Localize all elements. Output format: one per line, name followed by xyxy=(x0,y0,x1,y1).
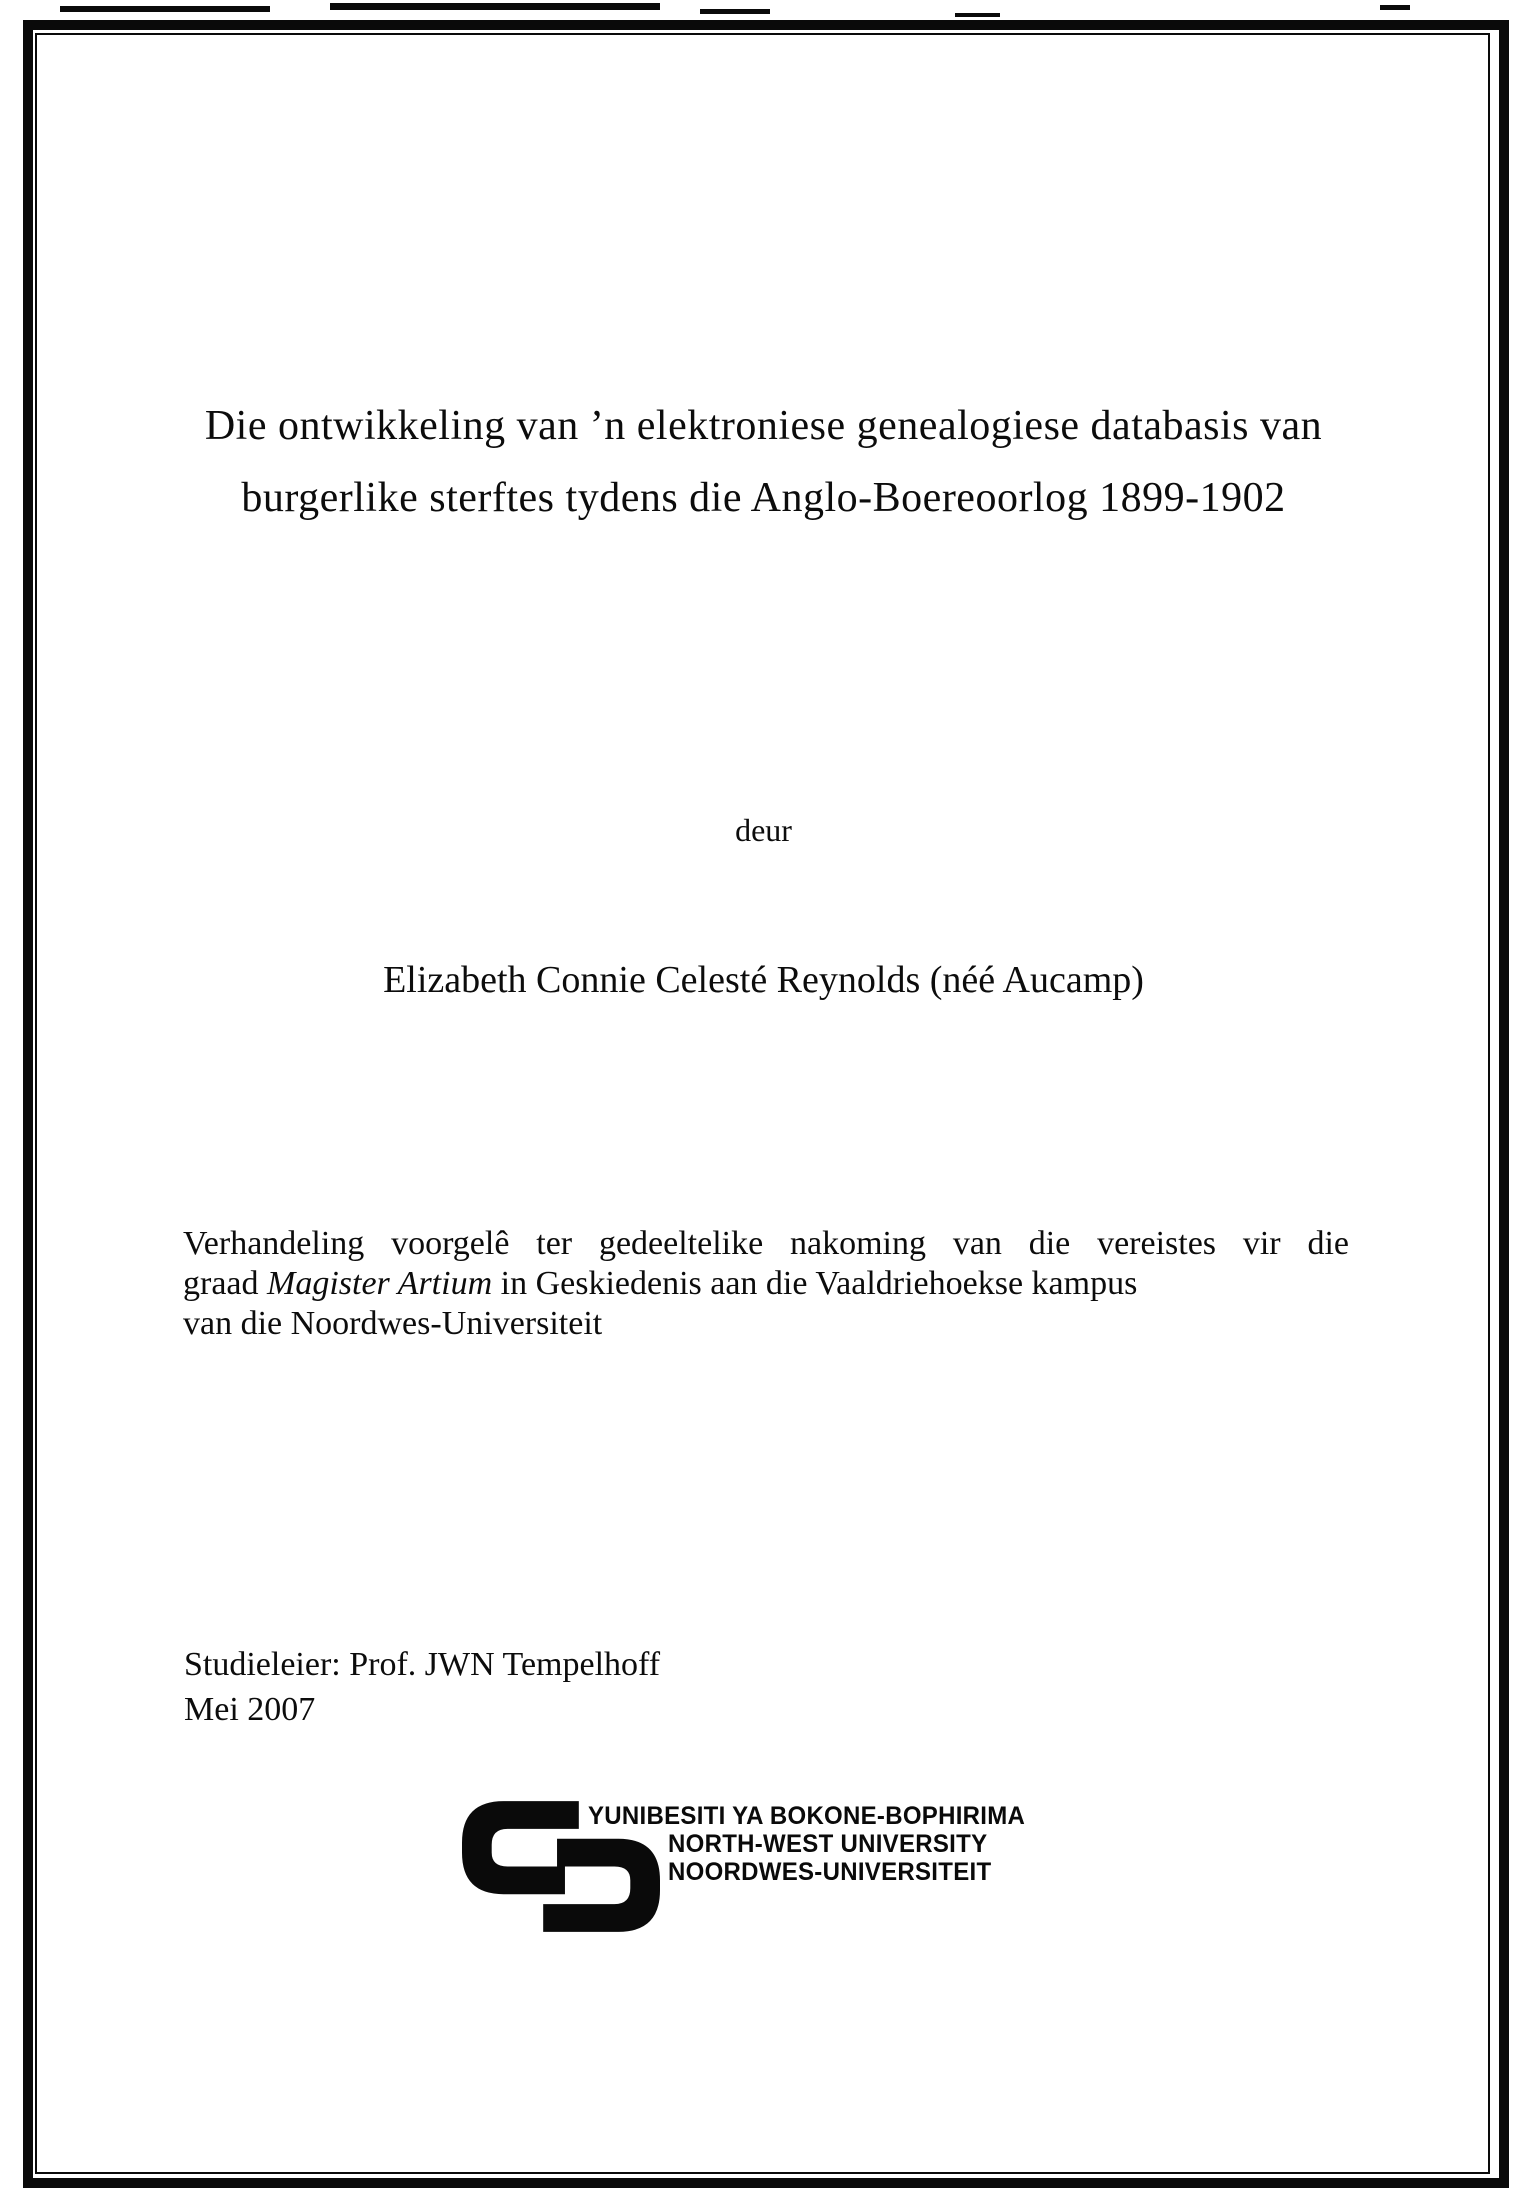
university-name-setswana: YUNIBESITI YA BOKONE-BOPHIRIMA xyxy=(588,1802,1026,1830)
thesis-title-line-2: burgerlike sterftes tydens die Anglo-Boereoorlog 1899-1902 xyxy=(241,475,1286,521)
scan-artifact xyxy=(700,9,770,14)
author-name: Elizabeth Connie Celesté Reynolds (néé Aucamp) xyxy=(383,959,1144,1001)
byline-label: deur xyxy=(735,812,792,848)
degree-statement-line-2 xyxy=(183,1264,1349,1304)
degree-statement xyxy=(183,1224,1349,1344)
scan-artifact xyxy=(60,6,270,12)
scan-artifact xyxy=(955,13,1000,17)
degree-statement-line-2-suffix: in Geskiedenis aan die Vaaldriehoekse kampus xyxy=(492,1265,1138,1302)
university-name-afrikaans: NOORDWES-UNIVERSITEIT xyxy=(668,1858,992,1886)
degree-statement-line-2-prefix: graad xyxy=(183,1265,268,1302)
date-line: Mei 2007 xyxy=(184,1691,316,1728)
thesis-title-line-1: Die ontwikkeling van ’n elektroniese genealogiese databasis van xyxy=(204,403,1323,449)
degree-name-italic: Magister Artium xyxy=(267,1265,493,1302)
supervisor-line: Studieleier: Prof. JWN Tempelhoff xyxy=(184,1646,661,1683)
degree-statement-line-1: Verhandeling voorgelê ter gedeeltelike nakoming van die vereistes vir die xyxy=(183,1225,1349,1262)
degree-statement-line-3: van die Noordwes-Universiteit xyxy=(183,1305,603,1342)
scan-artifact xyxy=(1380,5,1410,10)
scan-artifact xyxy=(330,3,660,10)
university-name-english: NORTH-WEST UNIVERSITY xyxy=(668,1830,988,1858)
supervisor-block xyxy=(184,1642,660,1732)
